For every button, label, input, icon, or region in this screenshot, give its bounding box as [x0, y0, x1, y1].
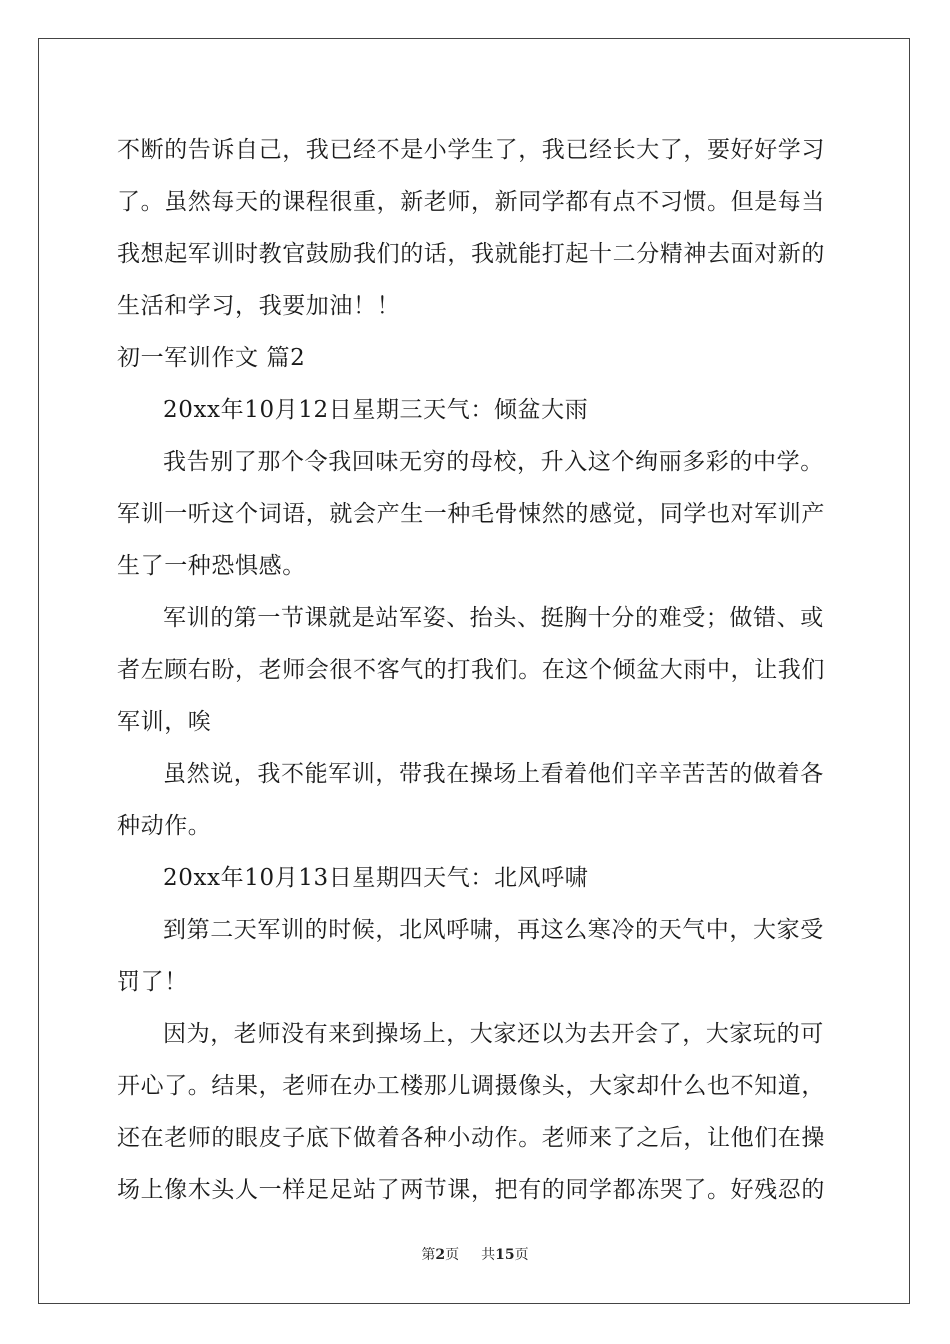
text-line: 还在老师的眼皮子底下做着各种小动作。老师来了之后，让他们在操	[117, 1125, 825, 1151]
page-footer	[0, 1244, 950, 1264]
total-pages: 15	[495, 1247, 515, 1263]
page-number: 2	[435, 1247, 446, 1263]
text-line: 开心了。结果，老师在办工楼那儿调摄像头，大家却什么也不知道，	[117, 1073, 825, 1099]
text-line: 种动作。	[117, 813, 212, 839]
page-suffix: 页	[445, 1247, 460, 1263]
text-line: 虽然说，我不能军训，带我在操场上看着他们辛辛苦苦的做着各	[163, 761, 824, 787]
section-heading: 初一军训作文 篇2	[117, 345, 306, 371]
text-line: 者左顾右盼，老师会很不客气的打我们。在这个倾盆大雨中，让我们	[117, 657, 825, 683]
total-prefix: 共	[481, 1247, 496, 1263]
document-body	[117, 124, 833, 1216]
diary-date-line: 20xx年10月12日星期三天气：倾盆大雨	[163, 397, 589, 423]
text-line: 军训一听这个词语，就会产生一种毛骨悚然的感觉，同学也对军训产	[117, 501, 825, 527]
text-line: 我想起军训时教官鼓励我们的话，我就能打起十二分精神去面对新的	[117, 241, 825, 267]
text-line: 到第二天军训的时候，北风呼啸，再这么寒冷的天气中，大家受	[163, 917, 824, 943]
diary-date-line: 20xx年10月13日星期四天气：北风呼啸	[163, 865, 589, 891]
text-line: 军训，唉	[117, 709, 212, 735]
text-line: 了。虽然每天的课程很重，新老师，新同学都有点不习惯。但是每当	[117, 189, 825, 215]
text-line: 场上像木头人一样足足站了两节课，把有的同学都冻哭了。好残忍的	[117, 1177, 825, 1203]
text-line: 我告别了那个令我回味无穷的母校，升入这个绚丽多彩的中学。	[163, 449, 824, 475]
text-line: 生了一种恐惧感。	[117, 553, 306, 579]
text-line: 军训的第一节课就是站军姿、抬头、挺胸十分的难受；做错、或	[163, 605, 824, 631]
text-line: 罚了！	[117, 969, 188, 995]
text-line: 不断的告诉自己，我已经不是小学生了，我已经长大了，要好好学习	[117, 137, 825, 163]
text-line: 生活和学习，我要加油！！	[117, 293, 401, 319]
total-suffix: 页	[514, 1247, 529, 1263]
page-prefix: 第	[421, 1247, 436, 1263]
text-line: 因为，老师没有来到操场上，大家还以为去开会了，大家玩的可	[163, 1021, 824, 1047]
